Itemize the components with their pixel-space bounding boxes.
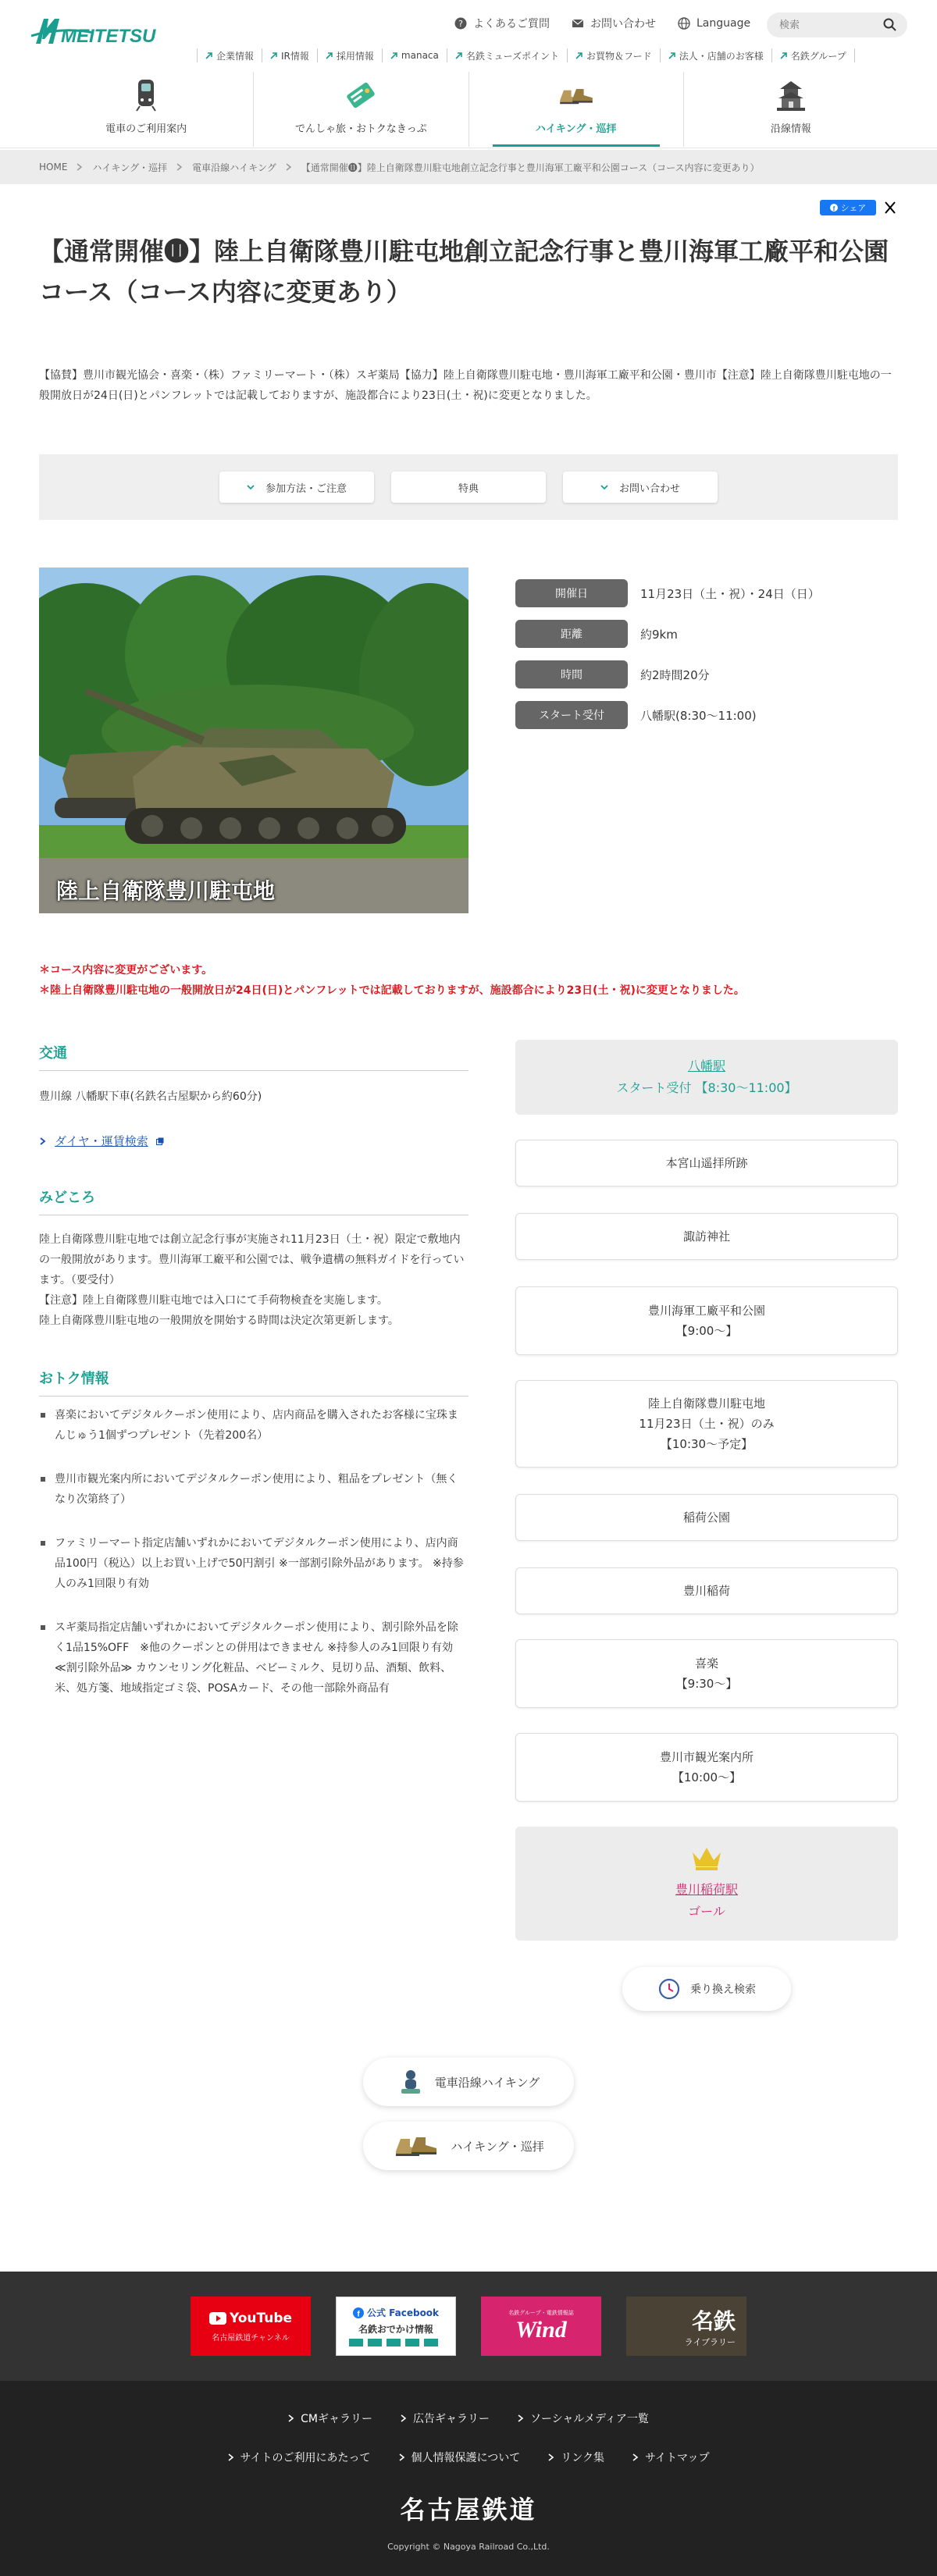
arrow-icon [326,52,333,59]
breadcrumb-hiking[interactable]: ハイキング・巡拝 [92,162,168,173]
copyright: Copyright © Nagoya Railroad Co.,Ltd. [387,2542,550,2552]
footer-link[interactable] [399,2450,521,2465]
corporate-links [197,48,855,62]
castle-icon [772,76,810,114]
route-stop [515,1567,898,1614]
share-label: シェア [840,203,867,213]
arrow-icon [205,52,212,59]
x-share-icon[interactable] [882,200,898,215]
chevron-down-icon [247,483,255,491]
footer-banners [0,2272,937,2381]
footer-link-label: リンク集 [561,2452,605,2464]
start-reception: スタート受付 【8:30〜11:00】 [616,1080,797,1095]
stop-time: 【10:30〜予定】 [660,1437,754,1451]
gnav-label: 沿線情報 [770,123,811,135]
contact-label: お問い合わせ [590,18,656,30]
start-station-link[interactable]: 八幡駅 [687,1059,725,1073]
banner-line1: 名鉄 [691,2308,736,2334]
arrow-icon [780,52,787,59]
chevron-right-icon [286,163,292,171]
footer-link[interactable] [228,2450,371,2465]
arrow-icon [668,52,675,59]
route-stop [515,1286,898,1355]
route-goal [515,1827,898,1941]
breadcrumb-train-hiking[interactable]: 電車沿線ハイキング [192,162,276,173]
list-item: スギ薬局指定店舗いずれかにおいてデジタルクーポン使用により、割引除外品を除く1品15%OFF ※他のクーポンとの併用はできません ※持参人のみ1回限り有効 ≪割引除外品≫ カウンセリング化粧品、ベビーミルク、見切り品、酒類、飲料、米、処方箋、地域指定ゴミ袋、POSAカード、その他一部除外商品有 [39,1617,468,1699]
highlights-line: 陸上自衛隊豊川駐屯地では創立記念行事が実施され11月23日（土・祝）限定で敷地内の一般開放があります。豊川海軍工廠平和公園では、戦争遺構の無料ガイドを行っています。（要受付） [39,1233,465,1286]
banner-line2: Wind [515,2317,567,2343]
footer-link[interactable] [632,2450,709,2465]
sublink-group[interactable] [771,48,855,62]
route-stop [515,1733,898,1802]
language-link[interactable] [678,17,750,30]
chevron-right-icon [77,163,83,171]
timetable-fare-label: ダイヤ・運賃検索 [55,1134,148,1148]
footer-link[interactable] [518,2411,649,2426]
transfer-label: 乗り換え検索 [690,1984,756,1996]
route-stop [515,1494,898,1541]
info-value: 八幡駅(8:30〜11:00) [640,708,757,723]
hiker-icon [397,2069,424,2095]
highlights-heading: みどころ [39,1187,468,1215]
stop-name: 諏訪神社 [682,1229,730,1244]
gnav-label: ハイキング・巡拝 [535,123,617,135]
svg-text:?: ? [458,19,463,29]
footer-link-label: ソーシャルメディア一覧 [529,2413,649,2425]
facebook-banner[interactable] [336,2297,456,2356]
highlights-text [39,1229,468,1331]
tab-participation[interactable] [219,471,374,503]
tab-benefits[interactable] [391,471,546,503]
sublink-business[interactable] [660,48,771,62]
chevron-right-icon [518,2414,524,2422]
global-nav [39,72,898,147]
goal-station-link[interactable]: 豊川稲荷駅 [675,1882,738,1897]
info-date [515,579,820,607]
breadcrumb-current: 【通常開催⓫】陸上自衛隊豊川駐屯地創立記念行事と豊川海軍工廠平和公園コース（コース内容に変更あり） [301,162,760,173]
access-text: 豊川線 八幡駅下車(名鉄名古屋駅から約60分) [39,1091,262,1103]
footer [0,2381,937,2576]
facebook-share-button[interactable] [820,200,876,215]
highlights-line: 【注意】陸上自衛隊豊川駐屯地では入口にて手荷物検査を実施します。 [39,1294,388,1307]
route-start [515,1040,898,1115]
train-hiking-button[interactable] [363,2058,574,2106]
sublink-label: 名鉄ミューズポイント [465,50,560,62]
sublink-label: 企業情報 [216,50,255,62]
stop-name: 稲荷公園 [682,1510,730,1525]
footer-links-row [0,2411,937,2426]
svg-text:f: f [357,2310,360,2318]
anchor-tabs [39,454,898,520]
info-label: スタート受付 [515,701,628,729]
tab-label: 参加方法・ご注意 [265,482,347,495]
tank-photo-image [39,568,468,913]
list-item: 豊川市観光案内所においてデジタルクーポン使用により、粗品をプレゼント（無くなり次第終了） [39,1469,468,1510]
goal-label: ゴール [688,1904,725,1919]
route-stop [515,1380,898,1468]
tab-contact[interactable] [563,471,718,503]
notice-line: ＊陸上自衛隊豊川駐屯地の一般開放日が24日(日)とパンフレットでは記載しておりますが、施設都合により23日(土・祝)に変更となりました。 [39,984,745,997]
sublink-muse-point[interactable] [447,48,567,62]
notice-line: ＊コース内容に変更がございます。 [39,964,213,977]
logo-text: MEITETSU [61,26,156,47]
info-label: 距離 [515,620,628,648]
list-item: ファミリーマート指定店舗いずれかにおいてデジタルクーポン使用により、店内商品100円（税込）以上お買い上げで50円割引 ※一部割引除外品があります。 ※持参人のみ1回限り有効 [39,1533,468,1594]
train-icon [127,76,165,114]
sublink-label: IR情報 [281,50,309,62]
question-icon [454,17,467,30]
chevron-right-icon [176,163,183,171]
timetable-fare-link[interactable] [39,1133,164,1149]
ticket-icon [342,76,379,114]
footer-link-label: 広告ギャラリー [412,2413,490,2425]
clock-icon [657,1977,681,2001]
info-value: 約2時間20分 [640,667,710,682]
route-stop [515,1140,898,1187]
stop-name: 豊川稲荷 [682,1584,730,1598]
chevron-right-icon [228,2453,234,2461]
sublink-manaca[interactable] [382,48,447,62]
info-value: 11月23日（土・祝）・24日（日） [640,586,820,601]
course-photo [39,568,468,913]
youtube-banner[interactable] [191,2297,311,2356]
meitetsu-logo[interactable] [31,12,164,53]
banner-line2: 名鉄おでかけ情報 [358,2324,433,2335]
arrow-icon [390,52,397,59]
footer-corp-name: 名古屋鉄道 [400,2495,537,2524]
sublink-corporate[interactable] [197,48,262,62]
gnav-label: 電車のご利用案内 [105,123,187,135]
sublink-recruit[interactable] [317,48,382,62]
footer-link-label: CMギャラリー [301,2413,372,2425]
chevron-right-icon [399,2453,405,2461]
gnav-label: でんしゃ旅・おトクなきっぷ [295,123,427,135]
hiking-pilgrimage-button[interactable] [363,2122,574,2170]
facebook-icon [353,2307,364,2318]
banner-line1: 名鉄グループ・電鉄情報誌 [508,2310,574,2316]
sublink-label: 採用情報 [336,50,374,62]
boots-icon [558,76,595,114]
stop-time: 【9:30〜】 [675,1677,738,1691]
info-label: 時間 [515,660,628,688]
footer-link[interactable] [288,2411,372,2426]
gnav-line-info[interactable] [683,72,898,147]
access-heading: 交通 [39,1042,468,1071]
sublink-label: お買物＆フード [586,50,652,62]
transfer-search-button[interactable] [622,1967,791,2011]
footer-link-label: 個人情報保護について [411,2452,521,2464]
gnav-train-trip[interactable] [253,72,468,147]
search-icon[interactable] [882,17,898,33]
footer-link[interactable] [548,2450,604,2465]
banner-line1: YouTube [229,2310,293,2326]
deals-list [39,1405,468,1722]
globe-icon [678,17,690,30]
list-item: 喜楽においてデジタルクーポン使用により、店内商品を購入されたお客様に宝珠まんじゅう1個ずつプレゼント（先着200名） [39,1405,468,1446]
chevron-right-icon [632,2453,639,2461]
library-banner[interactable] [626,2297,746,2356]
footer-links-row [0,2450,937,2465]
wind-banner[interactable] [481,2297,601,2356]
stop-time: 【10:00〜】 [672,1770,742,1784]
info-label: 開催日 [515,579,628,607]
faq-link[interactable] [454,16,550,31]
photo-caption: 陸上自衛隊豊川駐屯地 [56,878,276,904]
mail-icon [572,17,584,30]
utility-nav [454,16,750,31]
deals-heading: おトク情報 [39,1368,468,1397]
crown-icon [691,1845,722,1871]
language-label: Language [697,17,751,30]
info-start [515,701,757,729]
breadcrumb [0,150,937,184]
svg-text:f: f [832,205,835,212]
sublink-label: 名鉄グループ [790,50,846,62]
arrow-icon [455,52,462,59]
stop-time: 【9:00〜】 [675,1324,738,1338]
pill-label: 電車沿線ハイキング [434,2075,540,2090]
chevron-right-icon [39,1137,47,1145]
stop-name: 豊川海軍工廠平和公園 [647,1304,765,1318]
external-link-icon [156,1137,164,1145]
info-time [515,660,710,688]
facebook-icon [830,204,838,212]
stop-name: 本宮山遥拝所跡 [665,1156,748,1170]
pill-label: ハイキング・巡拝 [451,2139,544,2154]
gnav-train-guide[interactable] [39,72,253,147]
stop-name: 豊川市観光案内所 [659,1750,754,1764]
sublink-label: manaca [401,50,439,61]
stop-name: 陸上自衛隊豊川駐屯地 [647,1397,765,1411]
tab-label: お問い合わせ [618,482,680,495]
chevron-right-icon [401,2414,407,2422]
change-notice [39,960,898,1001]
sublink-shopping[interactable] [567,48,660,62]
arrow-icon [575,52,583,59]
intro-text: 【協賛】豊川市観光協会・喜楽・（株）ファミリーマート・（株）スギ薬局【協力】陸上自衛隊豊川駐屯地・豊川海軍工廠平和公園・豊川市【注意】陸上自衛隊豊川駐屯地の一般開放日が24日(日)とパンフレットでは記載しておりますが、施設都合により23日(土・祝)に変更となりました。 [39,369,892,402]
banner-line2: 名古屋鉄道チャンネル [212,2333,290,2343]
stop-date: 11月23日（土・祝）のみ [639,1417,775,1431]
chevron-right-icon [548,2453,554,2461]
sublink-label: 法人・店舗のお客様 [679,50,764,62]
youtube-icon [209,2312,226,2325]
route-stop [515,1213,898,1260]
banner-line2: ライブラリー [684,2337,736,2347]
footer-link-label: サイトマップ [645,2452,710,2464]
sublink-ir[interactable] [262,48,317,62]
chevron-down-icon [600,483,608,491]
tab-label: 特典 [458,482,479,495]
highlights-line: 陸上自衛隊豊川駐屯地の一般開放を開始する時間は決定次第更新します。 [39,1315,399,1327]
route-stop [515,1639,898,1708]
site-header [0,0,937,148]
breadcrumb-home[interactable]: HOME [39,162,68,173]
footer-link[interactable] [401,2411,490,2426]
boots-icon [393,2133,440,2159]
contact-link[interactable] [572,16,656,31]
page-title: 【通常開催⓫】陸上自衛隊豊川駐屯地創立記念行事と豊川海軍工廠平和公園コース（コース内容に変更あり） [39,237,889,307]
arrow-icon [270,52,277,59]
gnav-hiking[interactable] [468,72,683,147]
stop-name: 喜楽 [694,1656,718,1670]
banner-line1: 公式 Facebook [366,2307,440,2318]
faq-label: よくあるご質問 [473,18,550,30]
info-value: 約9km [640,627,678,642]
chevron-right-icon [288,2414,294,2422]
footer-link-label: サイトのご利用にあたって [240,2452,371,2464]
info-distance [515,620,678,648]
